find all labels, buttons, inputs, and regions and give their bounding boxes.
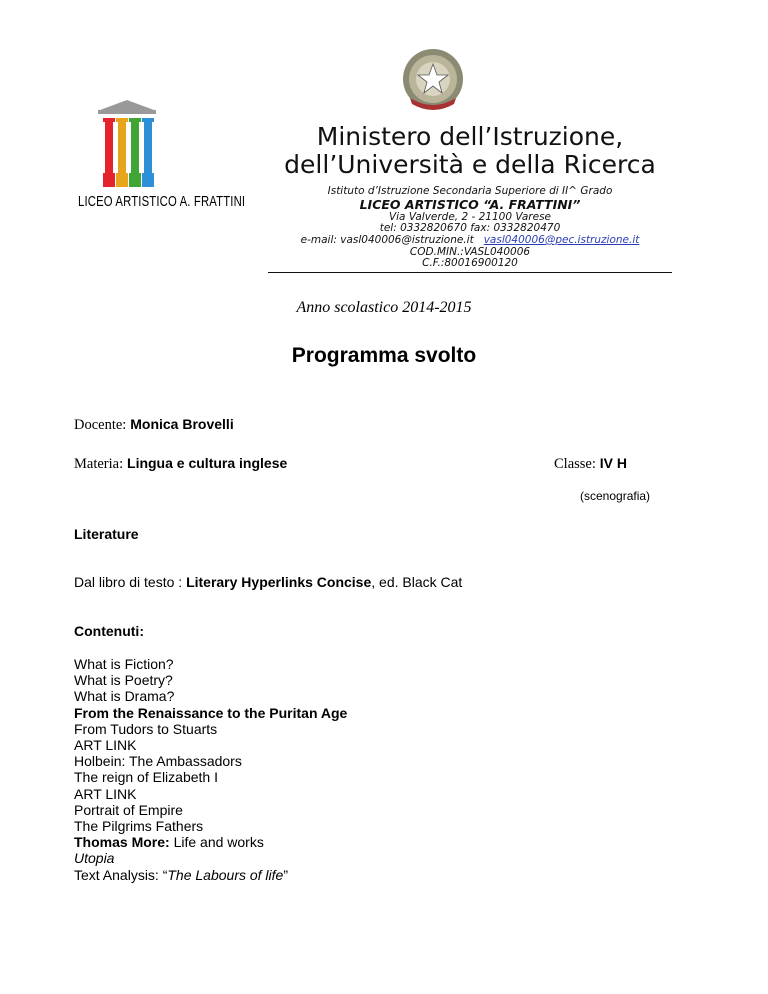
teacher-line — [74, 416, 234, 434]
header-divider — [268, 272, 672, 273]
subject-name: Lingua e cultura inglese — [127, 455, 288, 471]
class-line — [554, 455, 627, 473]
school-address: Via Valverde, 2 - 21100 Varese — [388, 211, 552, 223]
list-item: Portrait of Empire — [74, 801, 183, 818]
school-email-line — [255, 234, 685, 246]
teacher-label: Docente: — [74, 417, 127, 433]
school-year: Anno scolastico 2014-2015 — [296, 299, 472, 316]
teacher-name: Monica Brovelli — [130, 416, 234, 432]
ministry-title-line2: dell’Università e della Ricerca — [284, 150, 656, 179]
textbook-publisher: , ed. Black Cat — [371, 574, 463, 590]
school-phone: tel: 0332820670 fax: 0332820470 — [379, 222, 561, 234]
list-item: What is Poetry? — [74, 672, 173, 689]
list-item: Utopia — [74, 850, 115, 867]
list-item: What is Drama? — [74, 688, 175, 705]
list-item: ART LINK — [74, 785, 137, 802]
tax-code: C.F.:80016900120 — [422, 257, 518, 269]
analysis-title: The Labours of life — [167, 866, 284, 883]
institute-type: Istituto d’Istruzione Secondaria Superiore di II^ Grado — [327, 185, 613, 197]
subject-label: Materia: — [74, 456, 124, 472]
contents-list — [74, 656, 347, 883]
textbook-prefix: Dal libro di testo : — [74, 574, 183, 590]
ministry-title-line1: Ministero dell’Istruzione, — [316, 122, 624, 151]
list-item: Holbein: The Ambassadors — [74, 753, 242, 770]
logo-text: LICEO ARTISTICO A. FRATTINI — [78, 194, 246, 210]
class-name: IV H — [599, 455, 628, 471]
section-heading: Literature — [74, 526, 139, 542]
contents-heading: Contenuti: — [74, 623, 144, 639]
textbook-line — [74, 574, 462, 590]
author-name: Thomas More: — [74, 834, 170, 851]
analysis-prefix: Text Analysis: “ — [74, 866, 168, 883]
list-item: What is Fiction? — [74, 656, 174, 672]
list-item: From the Renaissance to the Puritan Age — [74, 704, 348, 721]
list-item: From Tudors to Stuarts — [74, 720, 218, 737]
school-logo — [72, 98, 246, 218]
school-pec-link[interactable]: vasl040006@pec.istruzione.it — [483, 234, 640, 246]
cod-min: COD.MIN.:VASL040006 — [409, 246, 531, 258]
list-item: The Pilgrims Fathers — [74, 818, 204, 835]
school-name: LICEO ARTISTICO “A. FRATTINI” — [359, 197, 581, 212]
list-item: The reign of Elizabeth I — [74, 769, 218, 786]
subject-line — [74, 455, 287, 473]
analysis-suffix: ” — [283, 866, 289, 883]
list-item — [74, 867, 347, 883]
list-item — [74, 834, 347, 850]
class-track: (scenografia) — [580, 489, 651, 503]
textbook-title: Literary Hyperlinks Concise — [186, 574, 372, 590]
emblem-icon — [398, 46, 468, 116]
class-label: Classe: — [554, 456, 596, 472]
list-item: ART LINK — [74, 737, 137, 754]
document-title: Programma svolto — [291, 344, 477, 367]
school-email: e-mail: vasl040006@istruzione.it — [300, 234, 474, 246]
author-topic: Life and works — [169, 834, 264, 851]
